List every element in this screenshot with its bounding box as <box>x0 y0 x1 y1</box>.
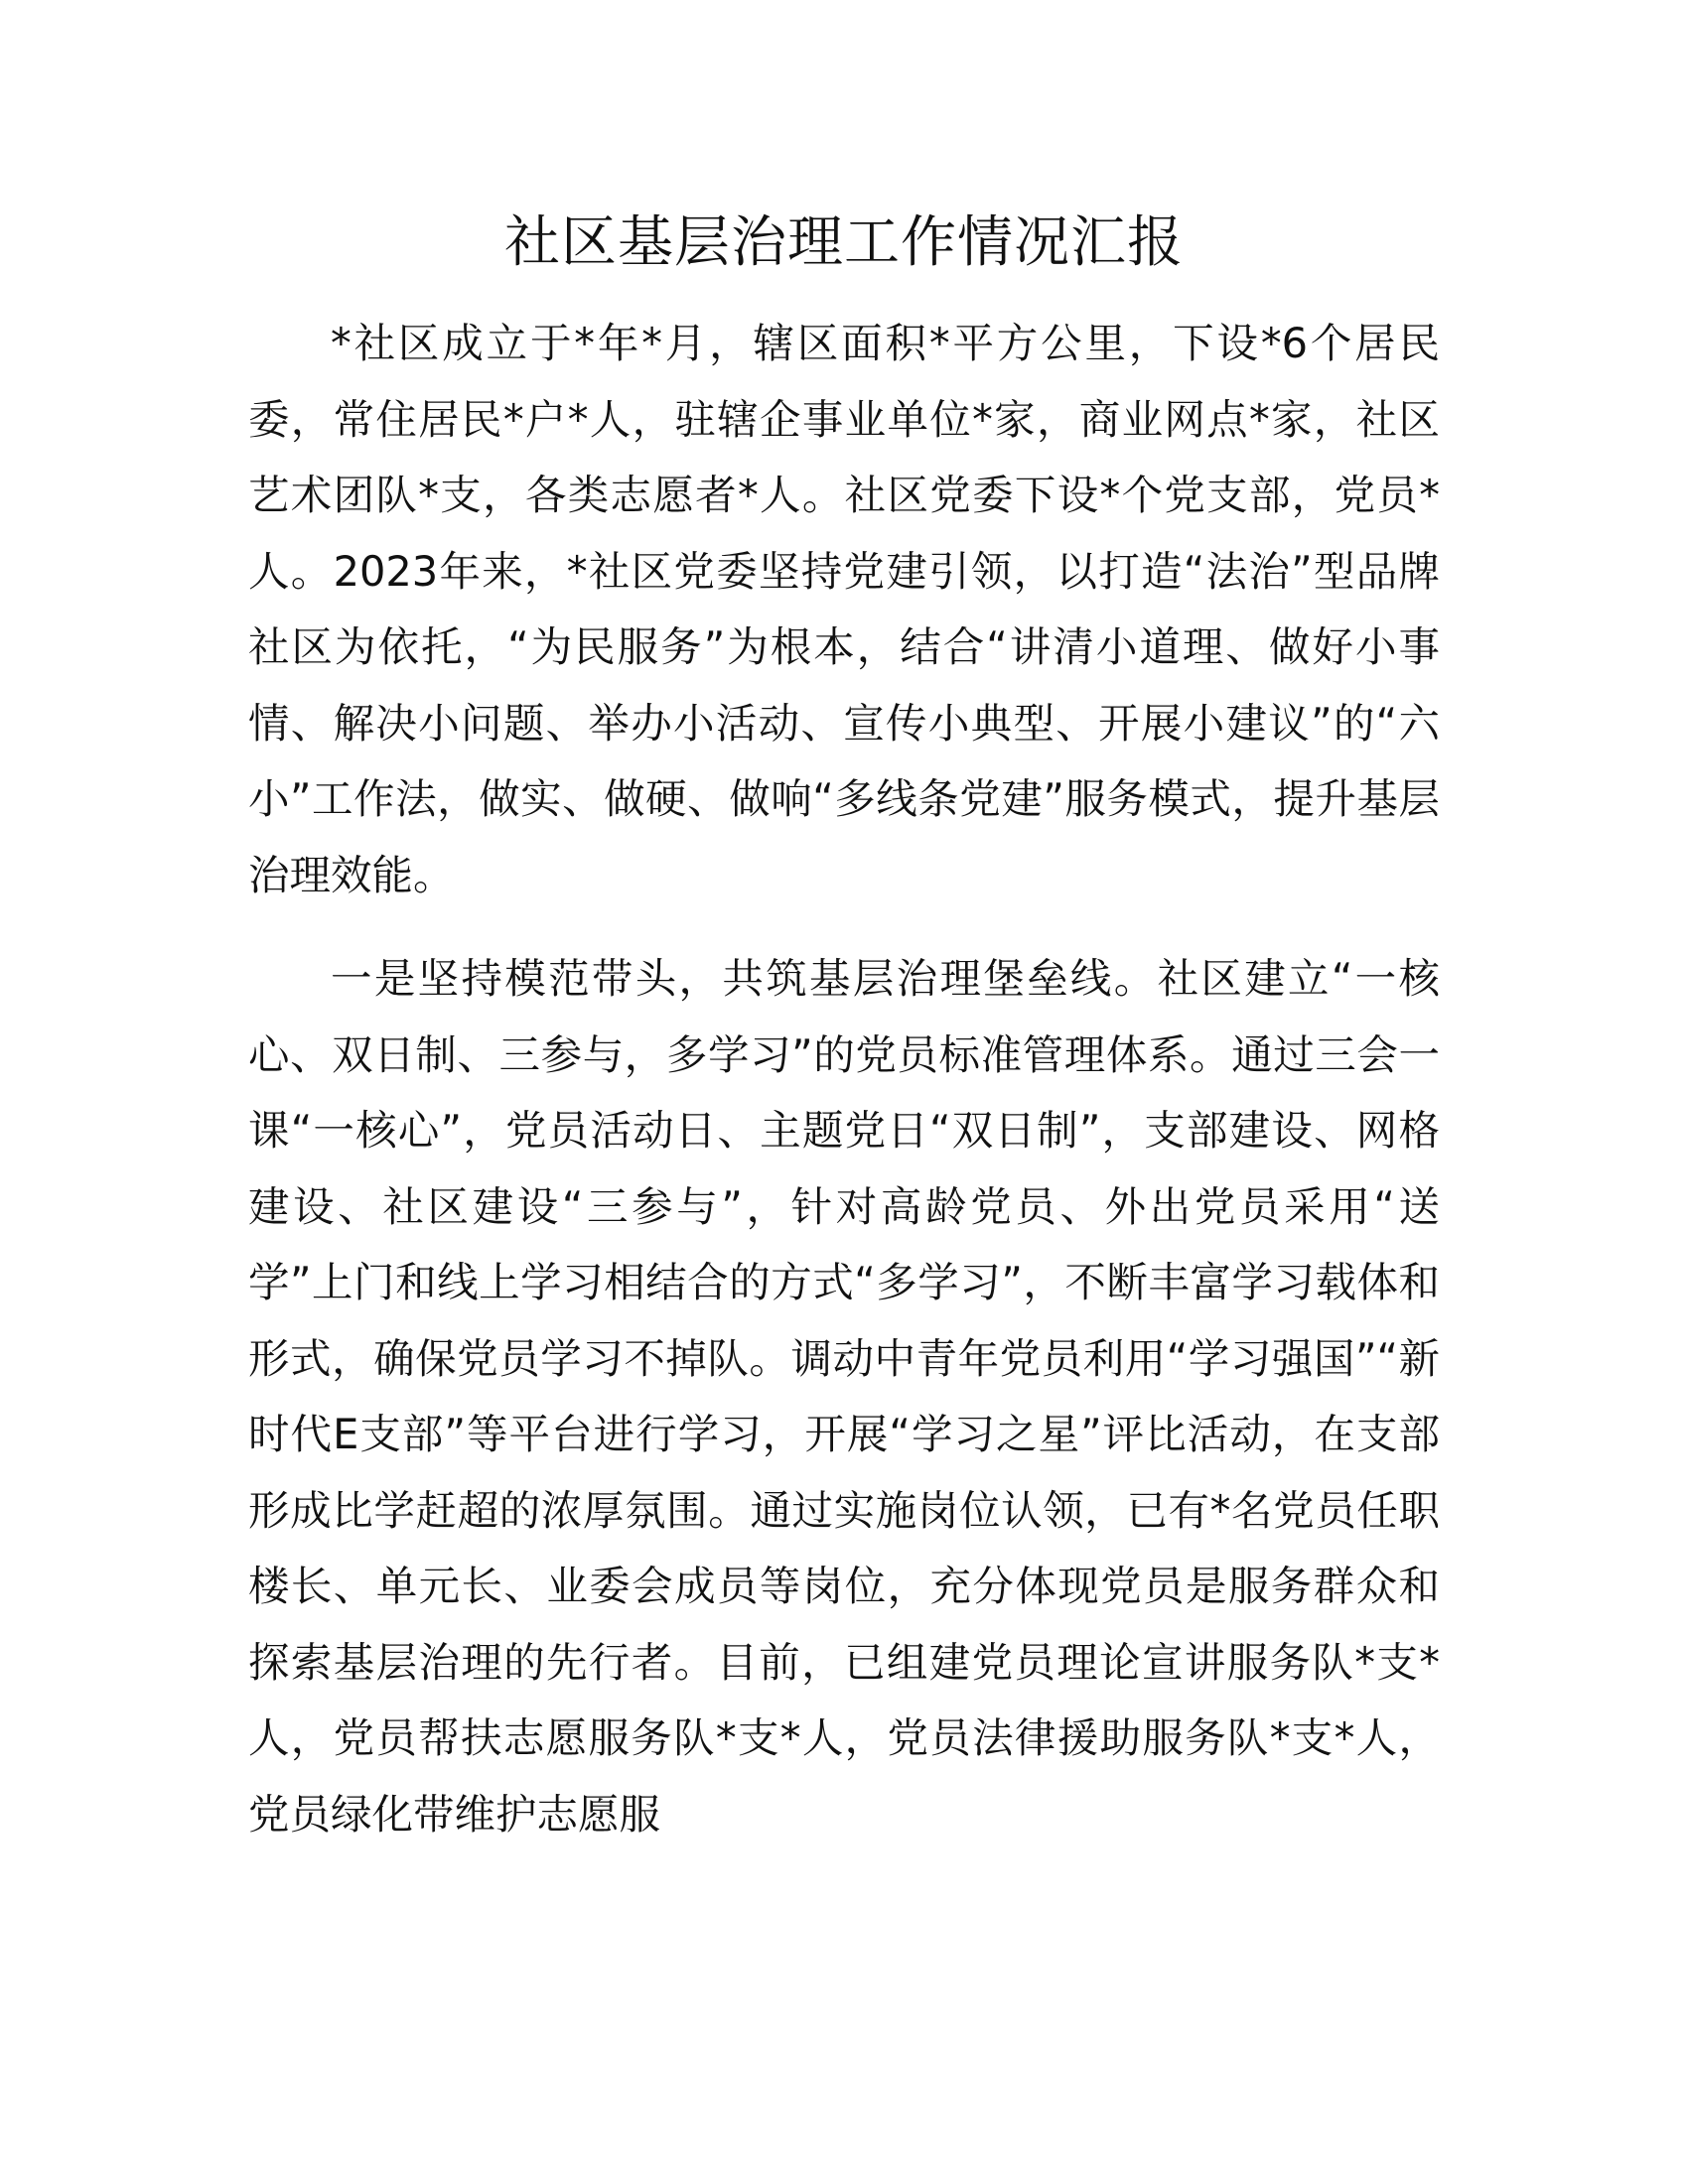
paragraph-community-overview: *社区成立于*年*月，辖区面积*平方公里，下设*6个居民委，常住居民*户*人，驻辖企事业单位*家，商业网点*家，社区艺术团队*支，各类志愿者*人。社区党委下设*个党支部，党员*人。2023年来，*社区党委坚持党建引领，以打造“法治”型品牌社区为依托，“为民服务”为根本，结合“讲清小道理、做好小事情、解决小问题、举办小活动、宣传小典型、开展小建议”的“六小”工作法，做实、做硬、做响“多线条党建”服务模式，提升基层治理效能。 <box>248 319 1440 899</box>
paragraph-party-model-leadership: 一是坚持模范带头，共筑基层治理堡垒线。社区建立“一核心、双日制、三参与，多学习”的党员标准管理体系。通过三会一课“一核心”，党员活动日、主题党日“双日制”，支部建设、网格建设、社区建设“三参与”，针对高龄党员、外出党员采用“送学”上门和线上学习相结合的方式“多学习”，不断丰富学习载体和形式，确保党员学习不掉队。调动中青年党员利用“学习强国”“新时代E支部”等平台进行学习，开展“学习之星”评比活动，在支部形成比学赶超的浓厚氛围。通过实施岗位认领，已有*名党员任职楼长、单元长、业委会成员等岗位，充分体现党员是服务群众和探索基层治理的先行者。目前，已组建党员理论宣讲服务队*支*人，党员帮扶志愿服务队*支*人，党员法律援助服务队*支*人，党员绿化带维护志愿服 <box>248 954 1440 1839</box>
document-title: 社区基层治理工作情况汇报 <box>504 210 1184 275</box>
